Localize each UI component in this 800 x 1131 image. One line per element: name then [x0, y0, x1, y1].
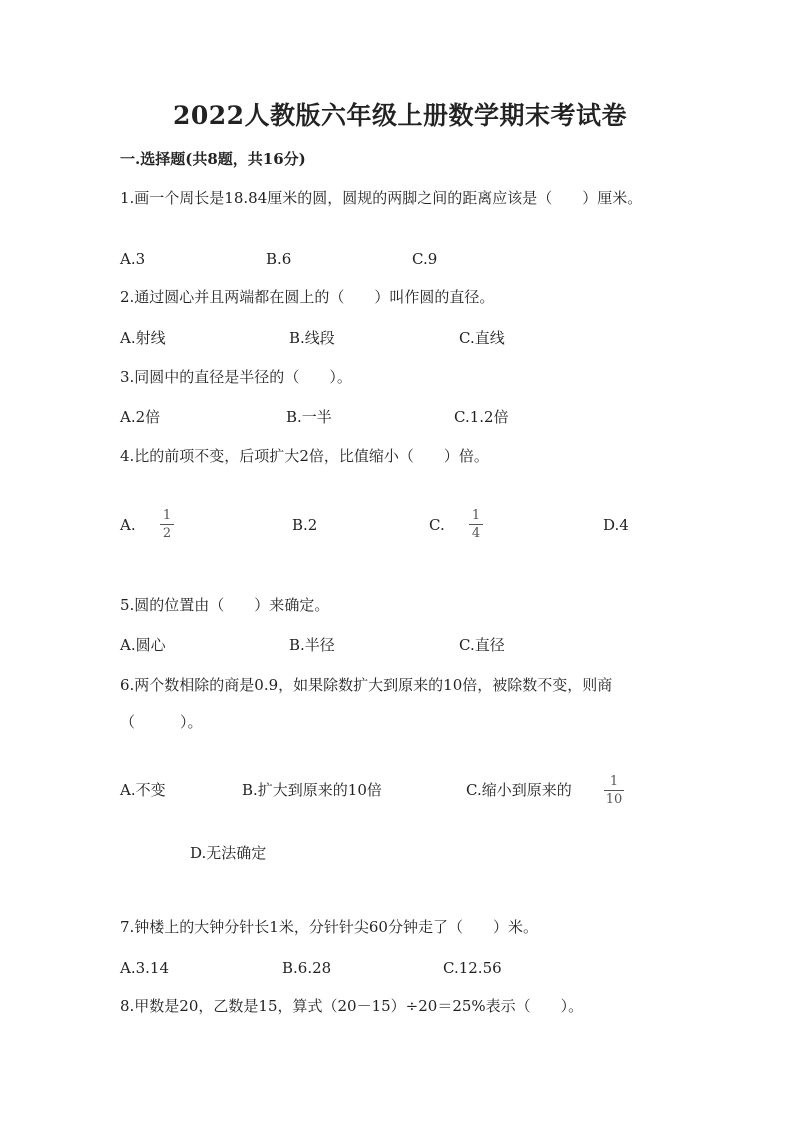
question-8: 8.甲数是20，乙数是15，算式（20－15）÷20＝25%表示（ ）。 — [120, 997, 584, 1015]
q7-option-a: A.3.14 — [120, 959, 169, 977]
question-3: 3.同圆中的直径是半径的（ ）。 — [120, 368, 352, 386]
q5-option-c: C.直径 — [459, 636, 505, 654]
question-6: 6.两个数相除的商是0.9，如果除数扩大到原来的10倍，被除数不变，则商 — [120, 676, 613, 694]
q4-option-b: B.2 — [292, 516, 318, 534]
q1-option-b: B.6 — [266, 250, 292, 268]
q7-option-b: B.6.28 — [282, 959, 332, 977]
q3-option-c: C.1.2倍 — [454, 408, 509, 426]
question-2: 2.通过圆心并且两端都在圆上的（ ）叫作圆的直径。 — [120, 288, 495, 306]
q5-option-b: B.半径 — [289, 636, 335, 654]
question-1: 1.画一个周长是18.84厘米的圆，圆规的两脚之间的距离应该是（ ）厘米。 — [120, 189, 643, 207]
q4-option-a: A. — [120, 516, 136, 534]
q1-option-a: A.3 — [120, 250, 146, 268]
q7-option-c: C.12.56 — [443, 959, 502, 977]
question-5: 5.圆的位置由（ ）来确定。 — [120, 596, 330, 614]
q6-option-b: B.扩大到原来的10倍 — [242, 781, 382, 799]
q4-fraction-one-half: 1 2 — [160, 508, 174, 541]
q5-option-a: A.圆心 — [120, 636, 166, 654]
question-7: 7.钟楼上的大钟分针长1米，分针针尖60分钟走了（ ）米。 — [120, 918, 538, 936]
q2-option-c: C.直线 — [459, 329, 505, 347]
q6-option-a: A.不变 — [120, 781, 166, 799]
page-title: 2022人教版六年级上册数学期末考试卷 — [172, 101, 628, 130]
q4-option-c: C. — [429, 516, 445, 534]
question-4: 4.比的前项不变，后项扩大2倍，比值缩小（ ）倍。 — [120, 447, 489, 465]
q3-option-b: B.一半 — [286, 408, 332, 426]
section-heading: 一.选择题(共8题，共16分) — [120, 150, 306, 168]
q6-fraction-one-tenth: 1 10 — [605, 774, 623, 807]
q6-option-d: D.无法确定 — [190, 844, 267, 862]
q2-option-b: B.线段 — [289, 329, 335, 347]
q3-option-a: A.2倍 — [120, 408, 161, 426]
q4-option-d: D.4 — [603, 516, 629, 534]
q1-option-c: C.9 — [412, 250, 438, 268]
q6-option-c: C.缩小到原来的 — [466, 781, 572, 799]
question-6-continued: （ ）。 — [120, 713, 203, 731]
q4-fraction-one-quarter: 1 4 — [469, 508, 483, 541]
q2-option-a: A.射线 — [120, 329, 166, 347]
